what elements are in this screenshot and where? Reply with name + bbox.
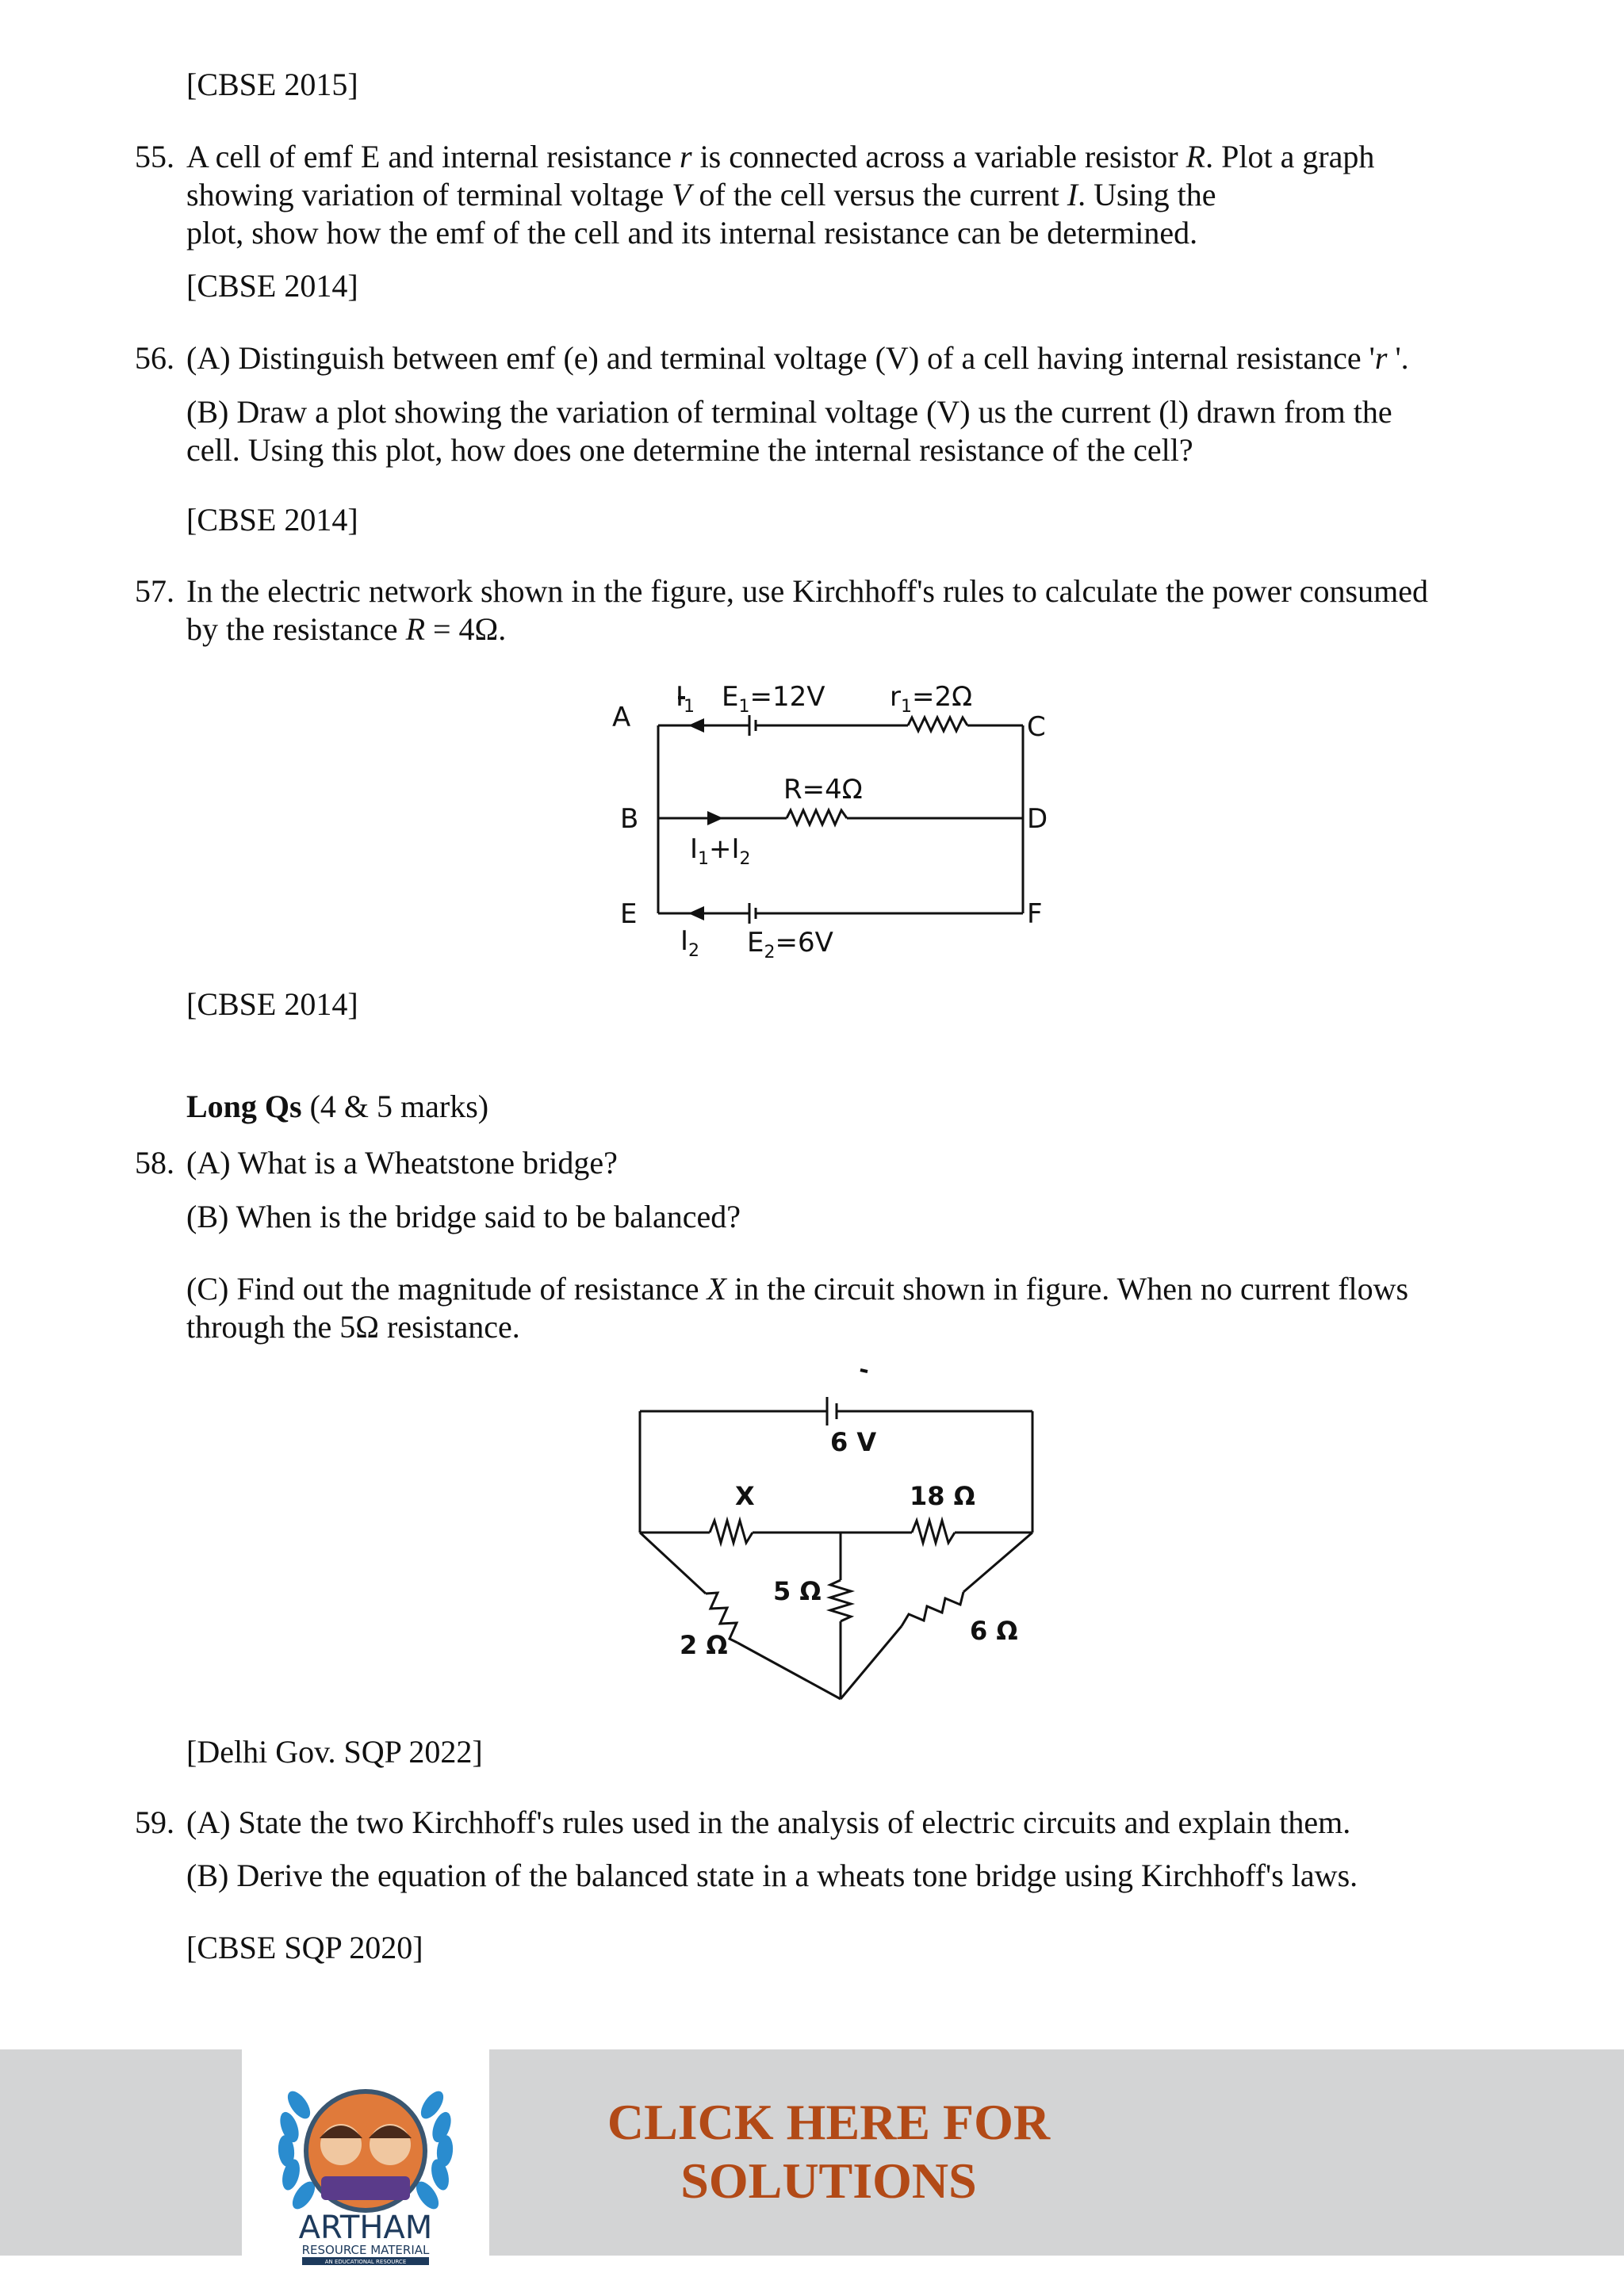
resistor-label-18: 18 Ω (910, 1481, 975, 1511)
kirchhoff-circuit-diagram (603, 682, 1063, 967)
question-58-part-a: (A) What is a Wheatstone bridge? (186, 1145, 618, 1181)
source-tag: [CBSE 2014] (186, 986, 358, 1022)
logo-name: ARTHAM (298, 2210, 433, 2246)
section-heading: Long Qs (4 & 5 marks) (186, 1089, 489, 1124)
source-tag: [CBSE 2014] (186, 268, 358, 304)
question-number-57: 57. (135, 573, 174, 609)
logo-tagline: RESOURCE MATERIAL (301, 2243, 430, 2257)
current-arrow-right (707, 811, 723, 825)
node-label-d: D (1027, 803, 1048, 835)
source-tag: [CBSE SQP 2020] (186, 1930, 423, 1965)
question-57-text: In the electric network shown in the figure, use Kirchhoff's rules to calculate the power consumed by the resistance R = 4Ω. (186, 573, 1428, 647)
question-55-line-1: A cell of emf E and internal resistance r is connected across a variable resistor R. Plot a graph (186, 139, 1375, 174)
current-arrow-left (688, 718, 704, 733)
question-number-56: 56. (135, 340, 174, 376)
solutions-link[interactable] (591, 2093, 1067, 2210)
node-label-e: E (620, 898, 638, 930)
svg-text:I2: $I_2$ (680, 925, 700, 961)
question-55-line-3: plot, show how the emf of the cell and its internal resistance can be determined. (186, 215, 1198, 251)
label-i2: I (680, 925, 689, 957)
svg-text:I1+I2: $I_1+I_2$ (690, 833, 751, 869)
question-56-part-b: (B) Draw a plot showing the variation of terminal voltage (V) us the current (l) drawn from the cell. Using this plot, how does one determine the internal resistance of the cell? (186, 394, 1392, 468)
source-tag: [CBSE 2015] (186, 67, 358, 102)
node-label-b: B (620, 803, 639, 835)
node-label-a: A (612, 702, 631, 733)
battery-label: 6 V (830, 1427, 877, 1457)
resistor-label-6: 6 Ω (970, 1616, 1018, 1646)
question-number-59: 59. (135, 1804, 174, 1840)
svg-text:E1=12V: $E_1=12V$ (722, 682, 825, 717)
question-55-line-2: showing variation of terminal voltage V of the cell versus the current I. Using the (186, 177, 1216, 212)
question-55-text (186, 138, 1487, 252)
cta-line-1: CLICK HERE FOR (607, 2094, 1051, 2150)
question-number-58: 58. (135, 1145, 174, 1181)
question-number-55: 55. (135, 139, 174, 174)
svg-text:r1=2Ω: $r_1=2\Omega$ (890, 682, 973, 717)
source-tag: [Delhi Gov. SQP 2022] (186, 1734, 483, 1770)
node-label-c: C (1027, 711, 1046, 743)
artham-logo (242, 2049, 489, 2267)
question-59-part-b: (B) Derive the equation of the balanced state in a wheats tone bridge using Kirchhoff's laws. (186, 1858, 1358, 1893)
question-59-part-a: (A) State the two Kirchhoff's rules used in the analysis of electric circuits and explain them. (186, 1804, 1351, 1840)
label-e2: E (747, 927, 764, 959)
label-i1-plus-i2: I (690, 833, 699, 865)
question-56-part-a: (A) Distinguish between emf (e) and terminal voltage (V) of a cell having internal resistance 'r '. (186, 340, 1409, 376)
source-tag: [CBSE 2014] (186, 502, 358, 538)
svg-text:E2=6V: $E_2=6V$ (747, 927, 833, 962)
node-label-f: F (1027, 898, 1043, 930)
resistor-label-2: 2 Ω (680, 1630, 728, 1660)
laurel-wreath-icon (242, 2049, 489, 2267)
cta-line-2: SOLUTIONS (680, 2152, 977, 2209)
question-58-part-c: (C) Find out the magnitude of resistance X in the circuit shown in figure. When no current flows through the 5Ω resistance. (186, 1271, 1409, 1345)
resistor-label-5: 5 Ω (773, 1576, 822, 1606)
label-r1: r (890, 682, 901, 713)
label-e1: E (722, 682, 739, 713)
svg-text:I1: $I_1$ (676, 682, 695, 717)
resistor-label-x: X (735, 1481, 755, 1511)
current-arrow-left (688, 906, 704, 920)
label-i1: I (676, 682, 684, 713)
wheatstone-bridge-diagram (630, 1362, 1059, 1711)
logo-small-text: AN EDUCATIONAL RESOURCE (324, 2259, 407, 2265)
question-58-part-b: (B) When is the bridge said to be balanced? (186, 1199, 741, 1234)
resistor-label-r: R=4Ω (783, 774, 863, 806)
